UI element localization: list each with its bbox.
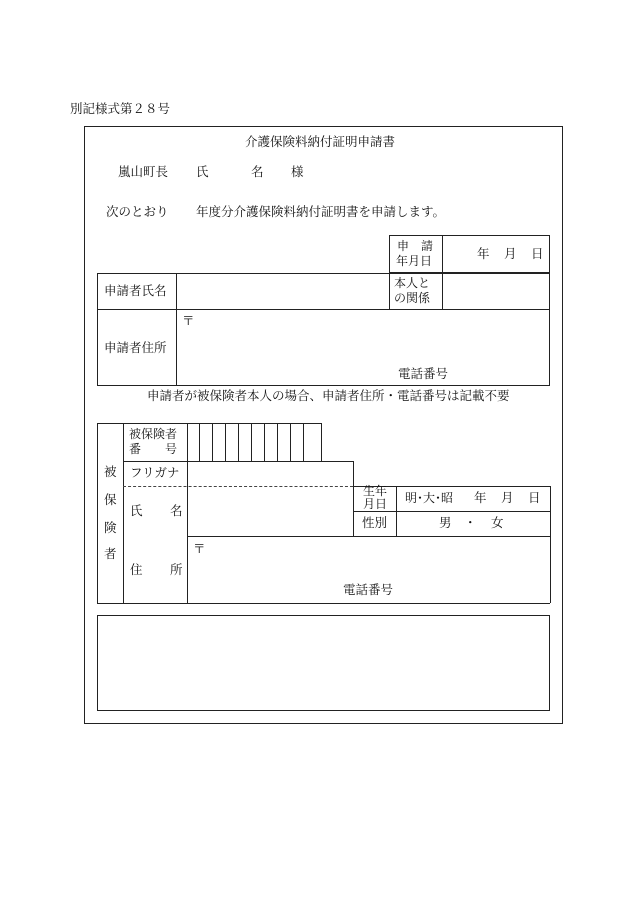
furigana-label: フリガナ bbox=[130, 465, 180, 480]
birth-year: 年 bbox=[474, 490, 487, 505]
insured-address-label-2: 所 bbox=[170, 562, 183, 577]
gender-separator: ・ bbox=[464, 515, 477, 530]
applicant-phone-label: 電話番号 bbox=[398, 366, 449, 381]
date-year: 年 bbox=[477, 246, 490, 261]
intro-text-1: 次のとおり bbox=[106, 204, 169, 219]
remarks-box[interactable] bbox=[97, 615, 550, 711]
relation-label-1: 本人と bbox=[394, 276, 431, 290]
note-text: 申請者が被保険者本人の場合、申請者住所・電話番号は記載不要 bbox=[147, 388, 510, 403]
birth-label-2: 月日 bbox=[363, 497, 388, 511]
insured-address-label-1: 住 bbox=[130, 562, 143, 577]
insured-phone-label: 電話番号 bbox=[343, 582, 394, 597]
applicant-address-label: 申請者住所 bbox=[104, 340, 167, 355]
addressee-honorific: 様 bbox=[291, 164, 304, 179]
insured-side-3: 険 bbox=[104, 520, 117, 535]
date-label-2: 年月日 bbox=[396, 254, 433, 268]
insured-name-label-1: 氏 bbox=[130, 503, 143, 518]
insured-side-2: 保 bbox=[104, 492, 117, 507]
insured-number-label-1: 被保険者 bbox=[129, 427, 178, 441]
addressee-mayor: 嵐山町長 bbox=[118, 164, 169, 179]
gender-label: 性別 bbox=[362, 515, 388, 530]
date-month: 月 bbox=[504, 246, 517, 261]
gender-female: 女 bbox=[491, 515, 504, 530]
birth-month: 月 bbox=[501, 490, 514, 505]
applicant-postal-mark: 〒 bbox=[182, 313, 195, 328]
birth-label-1: 生年 bbox=[363, 484, 388, 498]
insured-side-4: 者 bbox=[104, 546, 117, 561]
insured-side-1: 被 bbox=[104, 464, 117, 479]
date-day: 日 bbox=[531, 246, 544, 261]
insured-number-label-2: 番 号 bbox=[129, 442, 178, 456]
birth-day: 日 bbox=[528, 490, 541, 505]
addressee-name-label-2: 名 bbox=[251, 164, 264, 179]
form-number: 別記様式第２８号 bbox=[70, 101, 171, 116]
insured-name-label-2: 名 bbox=[170, 503, 183, 518]
era-options: 明･大･昭 bbox=[405, 491, 454, 505]
gender-male: 男 bbox=[439, 515, 452, 530]
intro-text-2: 年度分介護保険料納付証明書を申請します。 bbox=[196, 204, 446, 219]
form-title: 介護保険料納付証明申請書 bbox=[245, 134, 396, 149]
applicant-name-label: 申請者氏名 bbox=[104, 283, 167, 298]
relation-label-2: の関係 bbox=[394, 291, 431, 305]
insured-postal-mark: 〒 bbox=[193, 541, 206, 556]
date-label-1: 申 請 bbox=[397, 239, 434, 253]
addressee-name-label-1: 氏 bbox=[196, 164, 209, 179]
